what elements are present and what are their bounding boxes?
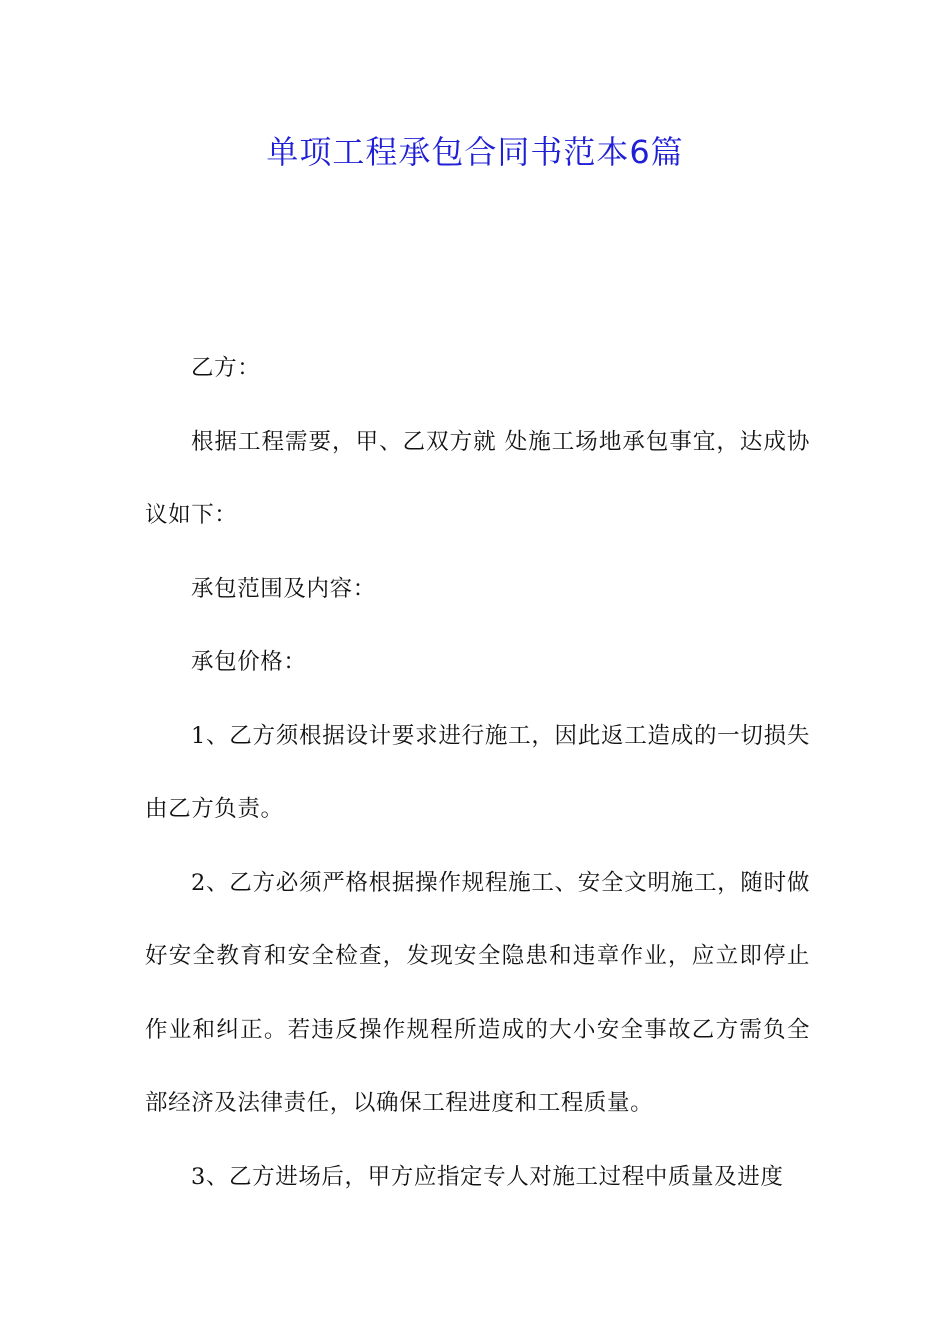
paragraph-clause-3: 3、乙方进场后，甲方应指定专人对施工过程中质量及进度 xyxy=(191,1163,784,1190)
paragraph-party-b: 乙方： xyxy=(191,355,261,381)
document-title: 单项工程承包合同书范本6篇 xyxy=(266,133,684,171)
paragraph-scope: 承包范围及内容： xyxy=(191,575,376,602)
paragraph-clause-1: 1、乙方须根据设计要求进行施工，因此返工造成的一切损失由乙方负责。 xyxy=(145,722,810,822)
paragraph-price: 承包价格： xyxy=(191,649,307,675)
paragraph-clause-2: 2、乙方必须严格根据操作规程施工、安全文明施工，随时做好安全教育和安全检查，发现安全隐患和违章作业，应立即停止作业和纠正。若违反操作规程所造成的大小安全事故乙方需负全部经济及法律责任，以确保工程进度和工程质量。 xyxy=(145,869,810,1116)
document-body xyxy=(145,332,810,1214)
paragraph-agreement-intro: 根据工程需要，甲、乙双方就 处施工场地承包事宜，达成协议如下： xyxy=(145,428,810,528)
